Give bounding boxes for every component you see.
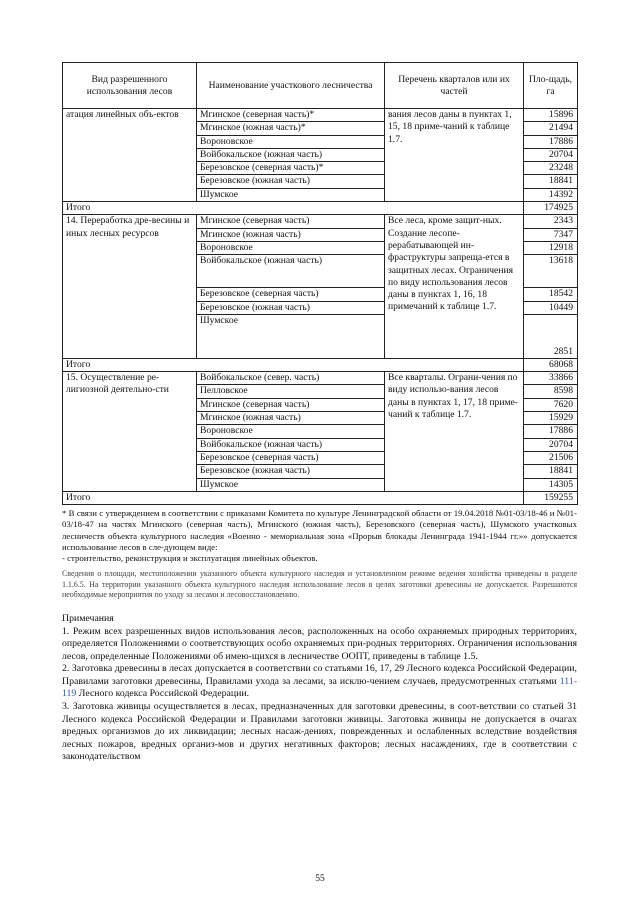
footnote	[62, 508, 577, 564]
footnote-item: - строительство, реконструкция и эксплуатация линейных объектов.	[62, 552, 318, 563]
district-cell: Березовское (северная часть)	[197, 288, 385, 301]
district-cell: Березовское (южная часть)	[197, 465, 385, 478]
district-cell: Березовское (северная часть)*	[197, 162, 385, 175]
district-cell: Шумское	[197, 188, 385, 201]
area-cell: 20704	[524, 438, 578, 451]
district-cell: Войбокальское (север. часть)	[197, 372, 385, 385]
total-area: 68068	[524, 358, 578, 371]
area-cell: 17886	[524, 135, 578, 148]
use-type-cell: атация линейных объ-ектов	[63, 109, 197, 202]
district-cell: Мгинское (южная часть)*	[197, 122, 385, 135]
note-2-text-a: 2. Заготовка древесины в лесах допускается в соответствии со статьями 16, 17, 29 Лесного кодекса Российской Федерации, Правилами заготовки древесины, Правилами ухода за лесами, за исклю-чением случаев, предусмотренных статьями	[62, 663, 577, 687]
quarters-cell: вания лесов даны в пунктах 1, 15, 18 приме-чаний к таблице 1.7.	[385, 109, 524, 202]
heritage-info: Сведения о площади, местоположении указанного объекта культурного наследия и установленном режиме ведения хозяйства приведены в разделе 1.1.6.5. На территории указанного объекта культурного наследия использование лесов в целях заготовки древесины не допускается. Разрешаются необходимые мероприятия по уходу за лесами и лесовосстановлению.	[62, 569, 577, 600]
area-cell: 18841	[524, 175, 578, 188]
district-cell: Пелловское	[197, 385, 385, 398]
district-cell: Мгинское (северная часть)	[197, 215, 385, 228]
notes-section	[62, 613, 577, 764]
district-cell: Вороновское	[197, 241, 385, 254]
page-number: 55	[315, 874, 325, 884]
area-cell: 10449	[524, 301, 578, 314]
table-row	[63, 109, 578, 122]
area-cell: 23248	[524, 162, 578, 175]
notes-heading: Примечания	[62, 612, 114, 624]
quarters-cell: Все леса, кроме защит-ных. Создание лесопе-рерабатывающей ин-фраструктуры запреща-ется в защитных лесах. Ограничения по виду использования лесов даны в пунктах 1, 16, 18 примечаний к таблице 1.7.	[385, 215, 524, 358]
district-cell: Вороновское	[197, 425, 385, 438]
district-cell: Березовское (южная часть)	[197, 175, 385, 188]
area-cell: 8598	[524, 385, 578, 398]
district-cell: Мгинское (южная часть)	[197, 228, 385, 241]
area-cell: 2851	[524, 314, 578, 358]
footnote-main: * В связи с утверждением в соответствии с приказами Комитета по культуре Ленинградской области от 19.04.2018 №01-03/18-46 и №01-03/18-47 на частях Мгинского (северная часть), Мгинского (южная часть), Березовского (северная часть), Шумского участковых лесничеств объекта культурного наследия «Военно - мемориальная зона «Прорыв блокады Ленинграда 1941-1944 гг.»» допускается использование лесов в сле-дующем виде:	[62, 508, 577, 552]
header-area: Пло-щадь, га	[524, 63, 578, 109]
area-cell: 15929	[524, 412, 578, 425]
district-cell: Мгинское (северная часть)*	[197, 109, 385, 122]
district-cell: Шумское	[197, 478, 385, 491]
district-cell: Березовское (северная часть)	[197, 451, 385, 464]
total-label: Итого	[63, 491, 524, 504]
area-cell: 17886	[524, 425, 578, 438]
area-cell: 15896	[524, 109, 578, 122]
header-district: Наименование участкового лесничества	[197, 63, 385, 109]
area-cell: 7620	[524, 398, 578, 411]
note-3: 3. Заготовка живицы осуществляется в лесах, предназначенных для заготовки древесины, в соот-ветствии со статьей 31 Лесного кодекса Российской Федерации и Правилами заготовки живицы. Заготовка живицы не допускается в очагах вредных организмов до их ликвидации; лесных насаж-дениях, поврежденных и ослабленных вследствие воздействия лесных пожаров, вредных организ-мов и других негативных факторов; лесных насаждениях, где в соответствии с законодательством	[62, 701, 577, 763]
area-cell: 14305	[524, 478, 578, 491]
total-row	[63, 202, 578, 215]
area-cell: 13618	[524, 255, 578, 288]
quarters-cell: Все кварталы. Ограни-чения по виду использо-вания лесов даны в пунктах 1, 17, 18 приме-чаний к таблице 1.7.	[385, 372, 524, 492]
district-cell: Шумское	[197, 314, 385, 358]
header-use-type: Вид разрешенного использования лесов	[63, 63, 197, 109]
area-cell: 14392	[524, 188, 578, 201]
table-body	[63, 109, 578, 505]
total-area: 159255	[524, 491, 578, 504]
note-1: 1. Режим всех разрешенных видов использования лесов, расположенных на особо охраняемых природных территориях, определяется Положениями о соответствующих особо охраняемых при-родных территориях. Ограничения использования лесов, определенные Положениями об имею-щихся в лесничестве ООПТ, приведены в таблице 1.5.	[62, 625, 577, 662]
district-cell: Войбокальское (южная часть)	[197, 148, 385, 161]
district-cell: Мгинское (северная часть)	[197, 398, 385, 411]
area-cell: 33866	[524, 372, 578, 385]
area-cell: 21494	[524, 122, 578, 135]
total-label: Итого	[63, 358, 524, 371]
area-cell: 7347	[524, 228, 578, 241]
area-cell: 20704	[524, 148, 578, 161]
articles-link[interactable]: 111-119	[62, 675, 577, 700]
table-row	[63, 215, 578, 228]
page-content	[62, 62, 577, 764]
area-cell: 21506	[524, 451, 578, 464]
note-2	[62, 663, 577, 701]
district-cell: Мгинское (южная часть)	[197, 412, 385, 425]
total-row	[63, 491, 578, 504]
area-cell: 2343	[524, 215, 578, 228]
total-area: 174925	[524, 202, 578, 215]
area-cell: 12918	[524, 241, 578, 254]
total-label: Итого	[63, 202, 524, 215]
forest-use-table	[62, 62, 578, 505]
header-quarters: Перечень кварталов или их частей	[385, 63, 524, 109]
area-cell: 18841	[524, 465, 578, 478]
table-row	[63, 372, 578, 385]
district-cell: Березовское (южная часть)	[197, 301, 385, 314]
district-cell: Войбокальское (южная часть)	[197, 438, 385, 451]
total-row	[63, 358, 578, 371]
use-type-cell: 14. Переработка дре-весины и иных лесных ресурсов	[63, 215, 197, 358]
area-cell: 18542	[524, 288, 578, 301]
note-2-text-b: Лесного кодекса Российской Федерации.	[76, 688, 250, 700]
district-cell: Войбокальское (южная часть)	[197, 255, 385, 288]
use-type-cell: 15. Осуществление ре-лигиозной деятельно-сти	[63, 372, 197, 492]
district-cell: Вороновское	[197, 135, 385, 148]
